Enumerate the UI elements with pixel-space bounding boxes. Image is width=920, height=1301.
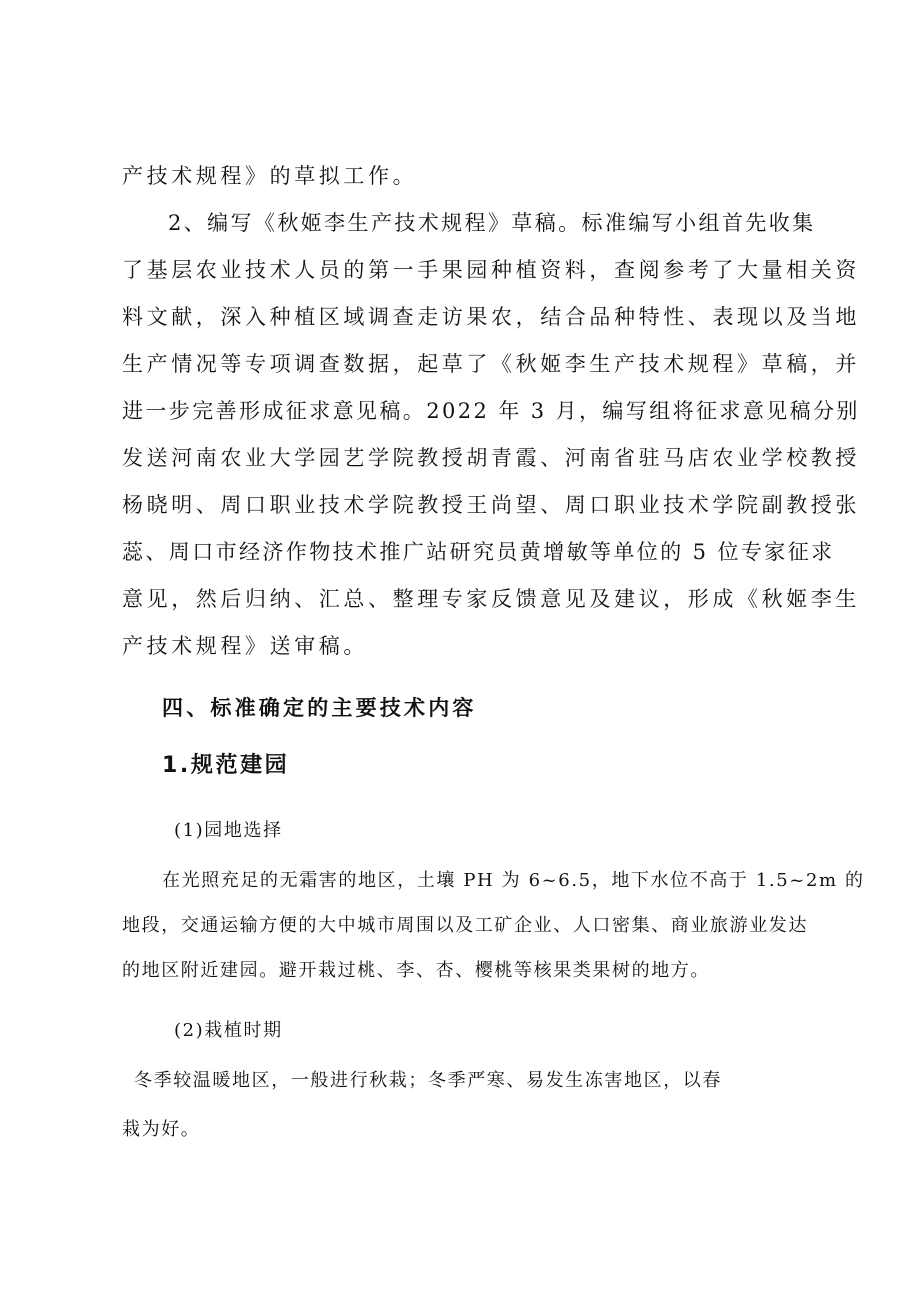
paragraph-line: 意见，然后归纳、汇总、整理专家反馈意见及建议，形成《秋姬李生 <box>122 587 860 611</box>
subsection-heading: 1.规范建园 <box>162 753 290 778</box>
item-line: 冬季较温暖地区，一般进行秋栽；冬季严寒、易发生冻害地区，以春 <box>134 1070 722 1091</box>
item-line: 在光照充足的无霜害的地区，土壤 PH 为 6~6.5，地下水位不高于 1.5~2m 的 <box>162 870 865 891</box>
paragraph-line: 料文献，深入种植区域调查走访果农，结合品种特性、表现以及当地 <box>122 305 860 329</box>
paragraph-line: 生产情况等专项调查数据，起草了《秋姬李生产技术规程》草稿，并 <box>122 352 860 376</box>
item-line: 的地区附近建园。避开栽过桃、李、杏、樱桃等核果类果树的地方。 <box>122 960 710 981</box>
paragraph-line: 发送河南农业大学园艺学院教授胡青霞、河南省驻马店农业学校教授 <box>122 446 860 470</box>
paragraph-line: 蕊、周口市经济作物技术推广站研究员黄增敏等单位的 5 位专家征求 <box>122 540 835 564</box>
section-heading: 四、标准确定的主要技术内容 <box>162 696 477 720</box>
item-line: 地段，交通运输方便的大中城市周围以及工矿企业、人口密集、商业旅游业发达 <box>122 915 808 936</box>
paragraph-line: 进一步完善形成征求意见稿。2022 年 3 月，编写组将征求意见稿分别 <box>122 399 860 423</box>
paragraph-line: 产技术规程》的草拟工作。 <box>122 164 418 188</box>
item-line: 栽为好。 <box>122 1119 201 1140</box>
paragraph-line: 了基层农业技术人员的第一手果园种植资料，查阅参考了大量相关资 <box>122 258 860 282</box>
item-title: (2)栽植时期 <box>174 1020 283 1041</box>
item-title: (1)园地选择 <box>174 820 283 841</box>
paragraph-line: 2、编写《秋姬李生产技术规程》草稿。标准编写小组首先收集 <box>168 211 816 235</box>
paragraph-line: 杨晓明、周口职业技术学院教授王尚望、周口职业技术学院副教授张 <box>122 493 860 517</box>
paragraph-line: 产技术规程》送审稿。 <box>122 634 368 658</box>
